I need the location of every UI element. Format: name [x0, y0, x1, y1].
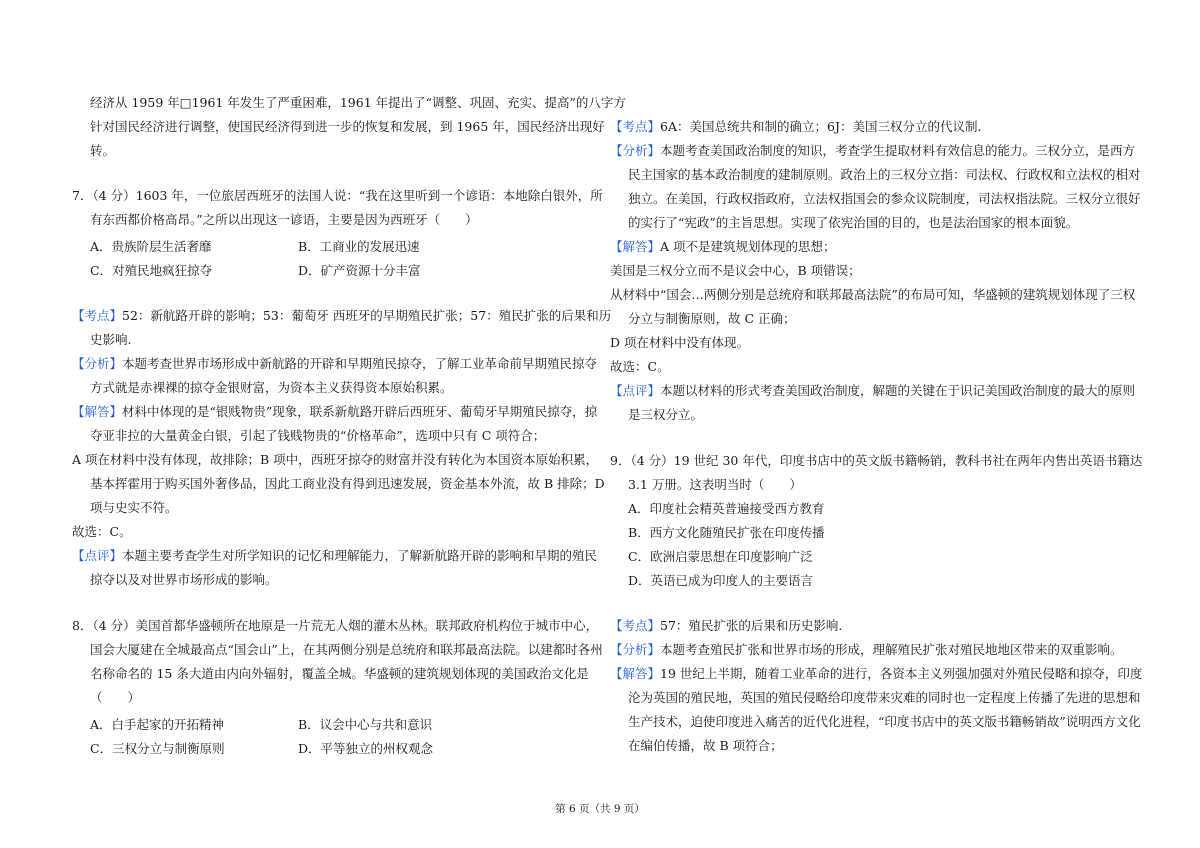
option-a: A．印度社会精英普遍接受西方教育 — [628, 501, 825, 516]
text-line: 针对国民经济进行调整，使国民经济得到进一步的恢复和发展，到 1965 年，国民经济出现好 — [90, 119, 605, 134]
jieda-text: 19 世纪上半期，随着工业革命的进行，各资本主义列强加强对外殖民侵略和掠夺，印度 — [660, 666, 1143, 681]
fenxi-tag: 【分析】 — [72, 356, 123, 371]
text-line: 掠夺以及对世界市场形成的影响。 — [90, 572, 278, 587]
kaodian-tag: 【考点】 — [610, 119, 661, 134]
text-line: 美国是三权分立而不是议会中心，B 项错误； — [610, 263, 861, 278]
fenxi-text: 本题考查美国政治制度的知识，考查学生提取材料有效信息的能力。三权分立，是西方 — [660, 143, 1136, 158]
answer-line: 故选：C。 — [610, 359, 670, 374]
text-line: 项与史实不符。 — [90, 500, 178, 515]
text-line: 史影响. — [90, 332, 132, 347]
question-9-stem: 9．（4 分）19 世纪 30 年代，印度书店中的英文版书籍畅销，教科书社在两年内售出英语书籍达 — [610, 453, 1143, 468]
answer-line: 故选：C。 — [72, 524, 132, 539]
question-7-stem: 7．（4 分）1603 年，一位旅居西班牙的法国人说：“我在这里听到一个谚语：本地除白银外，所 — [72, 188, 603, 203]
option-d: D．平等独立的州权观念 — [298, 741, 434, 756]
option-c: C．三权分立与制衡原则 — [90, 741, 225, 756]
text-line: 独立。在美国，行政权指政府，立法权指国会的参众议院制度，司法权指法院。三权分立很好 — [628, 191, 1141, 206]
text-line: 是三权分立。 — [628, 407, 704, 422]
option-b: B．西方文化随殖民扩张在印度传播 — [628, 525, 825, 540]
fenxi-line — [610, 143, 1135, 159]
dianping-tag: 【点评】 — [610, 383, 661, 398]
option-d: D．矿产资源十分丰富 — [298, 263, 421, 278]
text-line: 基本挥霍用于购买国外奢侈品，因此工商业没有得到迅速发展，资金基本外流，故 B 排除；D — [90, 476, 605, 491]
question-8-stem: 名称命名的 15 条大道由内向外辐射，覆盖全城。华盛顿的建筑规划体现的美国政治文化是 — [90, 666, 589, 681]
option-a: A．贵族阶层生活奢靡 — [90, 239, 212, 254]
kaodian-tag: 【考点】 — [610, 618, 661, 633]
jieda-line — [72, 404, 597, 420]
page-number: 第 6 页（共 9 页） — [555, 803, 645, 815]
dianping-text: 本题主要考查学生对所学知识的记忆和理解能力，了解新航路开辟的影响和早期的殖民 — [122, 548, 598, 563]
kaodian-text: 6A：美国总统共和制的确立；6J：美国三权分立的代议制. — [660, 119, 982, 134]
jieda-line — [610, 239, 836, 255]
kaodian-line — [610, 618, 842, 634]
option-a: A．白手起家的开拓精神 — [90, 717, 225, 732]
jieda-tag: 【解答】 — [610, 666, 661, 681]
text-line: 沦为英国的殖民地，英国的殖民侵略给印度带来灾难的同时也一定程度上传播了先进的思想和 — [628, 690, 1141, 705]
kaodian-line — [72, 308, 611, 324]
jieda-tag: 【解答】 — [72, 404, 123, 419]
option-d: D．英语已成为印度人的主要语言 — [628, 573, 814, 588]
option-b: B．议会中心与共和意识 — [298, 717, 433, 732]
dianping-line — [72, 548, 597, 564]
fenxi-text: 本题考查世界市场形成中新航路的开辟和早期殖民掠夺，了解工业革命前早期殖民掠夺 — [122, 356, 598, 371]
option-b: B．工商业的发展迅速 — [298, 239, 420, 254]
dianping-text: 本题以材料的形式考查美国政治制度，解题的关键在于识记美国政治制度的最大的原则 — [660, 383, 1136, 398]
fenxi-line — [610, 642, 1123, 658]
question-7-stem: 有东西都价格高昂。”之所以出现这一谚语，主要是因为西班牙（ ） — [90, 212, 478, 227]
question-9-stem: 3.1 万册。这表明当时（ ） — [628, 477, 802, 492]
text-line: A 项在材料中没有体现，故排除；B 项中，西班牙掠夺的财富并没有转化为本国资本原始积累， — [72, 452, 599, 467]
text-line: 转。 — [90, 143, 116, 158]
jieda-text: A 项不是建筑规划体现的思想； — [660, 239, 836, 254]
text-line: 生产技术，迫使印度进入痛苦的近代化进程，“印度书店中的英文版书籍畅销故”说明西方文化 — [628, 714, 1141, 729]
question-8-stem: 国会大厦建在全城最高点“国会山”上，在其两侧分别是总统府和联邦最高法院。以建都时各州 — [90, 642, 603, 657]
text-line: 分立与制衡原则，故 C 正确； — [628, 311, 796, 326]
text-line: 在编伯传播，故 B 项符合； — [628, 738, 783, 753]
text-line: 夺亚非拉的大量黄金白银，引起了钱贱物贵的“价格革命”，选项中只有 C 项符合； — [90, 428, 546, 443]
jieda-text: 材料中体现的是“银贱物贵”现象，联系新航路开辟后西班牙、葡萄牙早期殖民掠夺，掠 — [122, 404, 598, 419]
text-line: 方式就是赤裸裸的掠夺金银财富，为资本主义获得资本原始积累。 — [90, 380, 453, 395]
text-line: 民主国家的基本政治制度的建制原则。政治上的三权分立指：司法权、行政权和立法权的相对 — [628, 167, 1141, 182]
fenxi-text: 本题考查殖民扩张和世界市场的形成，理解殖民扩张对殖民地地区带来的双重影响。 — [660, 642, 1123, 657]
text-line: 的实行了“宪政”的主旨思想。实现了依宪治国的目的，也是法治国家的根本面貌。 — [628, 215, 1079, 230]
option-c: C．欧洲启蒙思想在印度影响广泛 — [628, 549, 813, 564]
fenxi-tag: 【分析】 — [610, 143, 661, 158]
dianping-line — [610, 383, 1135, 399]
dianping-tag: 【点评】 — [72, 548, 123, 563]
kaodian-tag: 【考点】 — [72, 308, 123, 323]
kaodian-line — [610, 119, 981, 135]
question-8-stem: 8．（4 分）美国首都华盛顿所在地原是一片荒无人烟的灌木丛林。联邦政府机构位于城市中心， — [72, 618, 599, 633]
jieda-line — [610, 666, 1142, 682]
question-8-stem: （ ） — [90, 690, 141, 705]
jieda-tag: 【解答】 — [610, 239, 661, 254]
kaodian-text: 57：殖民扩张的后果和历史影响. — [660, 618, 843, 633]
fenxi-tag: 【分析】 — [610, 642, 661, 657]
text-line: 经济从 1959 年□1961 年发生了严重困难，1961 年提出了“调整、巩固、充实、提高”的八字方 — [90, 95, 626, 110]
kaodian-text: 52：新航路开辟的影响；53：葡萄牙 西班牙的早期殖民扩张；57：殖民扩张的后果和历 — [122, 308, 612, 323]
option-c: C．对殖民地疯狂掠夺 — [90, 263, 213, 278]
text-line: 从材料中“国会…两侧分别是总统府和联邦最高法院”的布局可知，华盛顿的建筑规划体现了三权 — [610, 287, 1136, 302]
text-line: D 项在材料中没有体现。 — [610, 335, 749, 350]
fenxi-line — [72, 356, 597, 372]
